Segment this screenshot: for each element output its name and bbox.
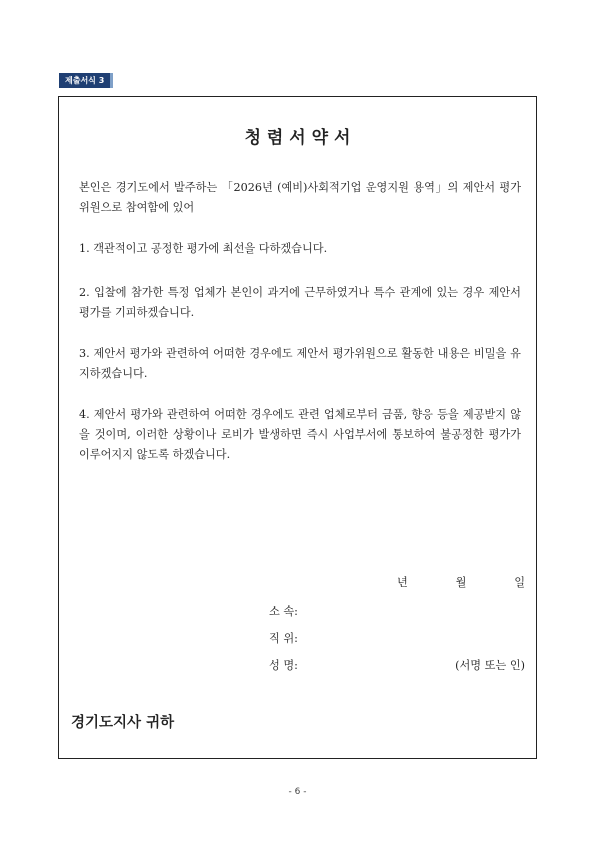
sign-or-seal-note: (서명 또는 인) xyxy=(455,659,525,672)
name-row xyxy=(269,657,525,673)
date-day-label: 일 xyxy=(514,576,525,589)
pledge-item-2: 2. 입찰에 참가한 특정 업체가 본인이 과거에 근무하였거나 특수 관계에 있는 경우 제안서 평가를 기피하겠습니다. xyxy=(79,286,521,319)
name-label: 성 명: xyxy=(269,659,298,672)
addressee: 경기도지사 귀하 xyxy=(71,715,175,731)
form-number-tag: 제출서식 3 xyxy=(59,73,110,88)
page-number: - 6 - xyxy=(288,787,307,797)
pledge-item-1: 1. 객관적이고 공정한 평가에 최선을 다하겠습니다. xyxy=(79,242,328,255)
affiliation-label: 소 속: xyxy=(269,605,298,618)
date-line xyxy=(397,574,525,590)
affiliation-row xyxy=(269,603,525,619)
date-year-label: 년 xyxy=(397,576,408,589)
pledge-item-4: 4. 제안서 평가와 관련하여 어떠한 경우에도 관련 업체로부터 금품, 향응 등을 제공받지 않을 것이며, 이러한 상황이나 로비가 발생하면 즉시 사업부서에 통보하여 불공정한 평가가 이루어지지 않도록 하겠습니다. xyxy=(79,408,521,461)
document-title: 청 렴 서 약 서 xyxy=(244,128,351,148)
position-label: 직 위: xyxy=(269,632,298,645)
position-row xyxy=(269,630,525,646)
pledge-form-frame xyxy=(58,96,537,759)
intro-paragraph: 본인은 경기도에서 발주하는 「2026년 (예비)사회적기업 운영지원 용역」의 제안서 평가위원으로 참여함에 있어 xyxy=(79,181,521,214)
date-month-label: 월 xyxy=(455,576,467,589)
pledge-item-3: 3. 제안서 평가와 관련하여 어떠한 경우에도 제안서 평가위원으로 활동한 내용은 비밀을 유지하겠습니다. xyxy=(79,347,521,380)
